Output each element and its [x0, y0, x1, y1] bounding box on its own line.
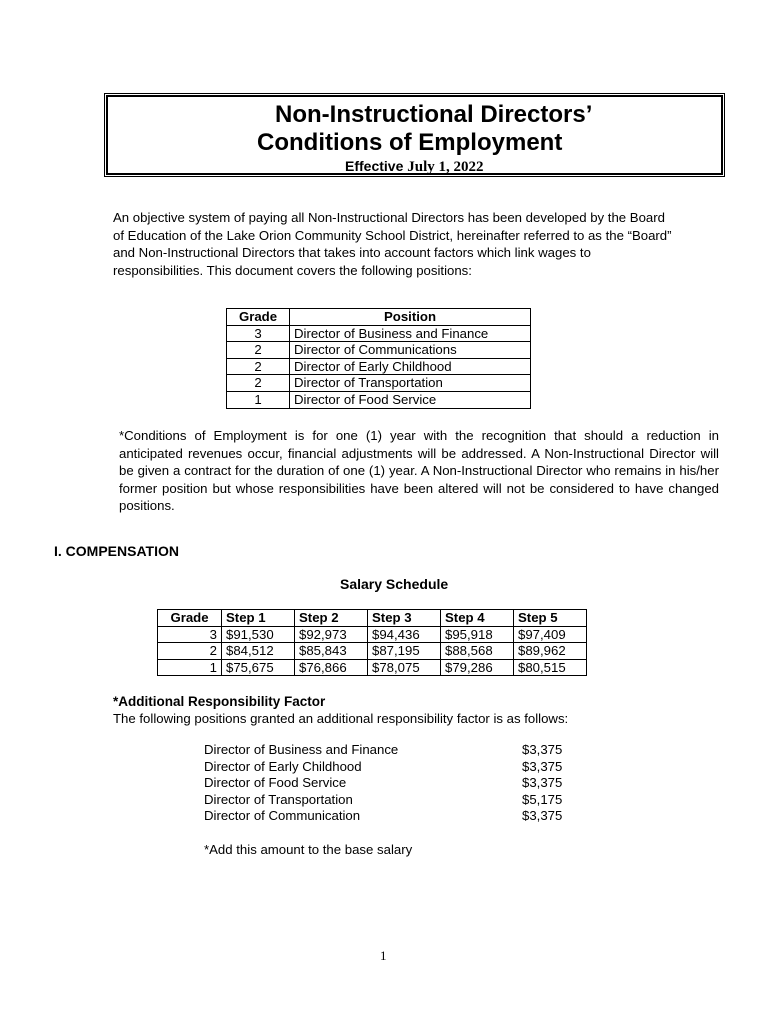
salary-cell: $75,675 — [222, 659, 295, 676]
grade-cell: 3 — [158, 626, 222, 643]
page-number: 1 — [380, 948, 387, 963]
salary-cell: $97,409 — [514, 626, 587, 643]
factor-position: Director of Food Service — [204, 775, 347, 791]
position-cell: Director of Food Service — [290, 391, 531, 408]
positions-table — [226, 308, 531, 409]
table-row — [158, 643, 587, 660]
table-row — [227, 342, 531, 359]
table-row — [227, 325, 531, 342]
column-header: Position — [290, 309, 531, 326]
column-header: Step 3 — [368, 610, 441, 627]
factor-position: Director of Early Childhood — [204, 758, 362, 774]
list-item — [204, 792, 574, 809]
table-header-row — [227, 309, 531, 326]
salary-cell: $76,866 — [295, 659, 368, 676]
table-header-row — [158, 610, 587, 627]
base-salary-note: *Add this amount to the base salary — [204, 842, 413, 857]
position-cell: Director of Early Childhood — [290, 358, 531, 375]
table-row — [227, 375, 531, 392]
table-row — [227, 358, 531, 375]
column-header: Grade — [158, 610, 222, 627]
position-cell: Director of Transportation — [290, 375, 531, 392]
additional-factor-list — [204, 742, 574, 825]
salary-cell: $79,286 — [441, 659, 514, 676]
title-box — [104, 93, 725, 177]
factor-position: Director of Business and Finance — [204, 742, 399, 757]
grade-cell: 1 — [227, 391, 290, 408]
salary-cell: $80,515 — [514, 659, 587, 676]
additional-factor-heading: *Additional Responsibility Factor — [113, 694, 326, 709]
list-item — [204, 759, 574, 776]
salary-schedule-table — [157, 609, 587, 676]
effective-date — [345, 158, 484, 176]
salary-cell: $88,568 — [441, 643, 514, 660]
factor-amount: $3,375 — [522, 775, 563, 791]
salary-cell: $91,530 — [222, 626, 295, 643]
salary-cell: $89,962 — [514, 643, 587, 660]
factor-amount: $3,375 — [522, 758, 563, 774]
grade-cell: 3 — [227, 325, 290, 342]
salary-schedule-title: Salary Schedule — [340, 576, 449, 592]
column-header: Step 1 — [222, 610, 295, 627]
document-title-line2: Conditions of Employment — [257, 129, 563, 156]
grade-cell: 2 — [158, 643, 222, 660]
conditions-note: *Conditions of Employment is for one (1) year with the recognition that should a reduction in anticipated revenues occur, financial adjustments will be addressed. A Non-Instructional Director will be given a contract for the duration of one (1) year. A Non-Instructional Director who remains in his/her former position but whose responsibilities have been altered will not be considered to have changed positions. — [119, 428, 719, 513]
grade-cell: 2 — [227, 358, 290, 375]
position-cell: Director of Communications — [290, 342, 531, 359]
factor-amount: $3,375 — [522, 742, 563, 757]
list-item — [204, 775, 574, 792]
column-header: Step 2 — [295, 610, 368, 627]
additional-factor-description: The following positions granted an additional responsibility factor is as follows: — [113, 711, 569, 726]
grade-cell: 2 — [227, 342, 290, 359]
factor-position: Director of Transportation — [204, 791, 353, 807]
table-row — [158, 626, 587, 643]
section-heading-compensation: I. COMPENSATION — [54, 543, 179, 559]
salary-cell: $85,843 — [295, 643, 368, 660]
effective-label: Effective — [345, 158, 404, 174]
intro-paragraph: An objective system of paying all Non-Instructional Directors has been developed by the Board of Education of the Lake Orion Community School District, hereinafter referred to as the “Board” and Non-Instructional Directors that takes into account factors which link wages to responsibilities. This document covers the following positions: — [113, 210, 672, 278]
position-cell: Director of Business and Finance — [290, 325, 531, 342]
table-row — [227, 391, 531, 408]
table-row — [158, 659, 587, 676]
column-header: Step 5 — [514, 610, 587, 627]
salary-cell: $95,918 — [441, 626, 514, 643]
salary-cell: $92,973 — [295, 626, 368, 643]
grade-cell: 2 — [227, 375, 290, 392]
grade-cell: 1 — [158, 659, 222, 676]
factor-amount: $5,175 — [522, 791, 563, 807]
factor-amount: $3,375 — [522, 808, 563, 824]
factor-position: Director of Communication — [204, 808, 361, 824]
column-header: Step 4 — [441, 610, 514, 627]
document-title-line1: Non-Instructional Directors’ — [275, 101, 593, 128]
list-item — [204, 808, 574, 825]
effective-date-value: July 1, 2022 — [407, 159, 484, 175]
salary-cell: $78,075 — [368, 659, 441, 676]
list-item — [204, 742, 574, 759]
salary-cell: $84,512 — [222, 643, 295, 660]
salary-cell: $94,436 — [368, 626, 441, 643]
salary-cell: $87,195 — [368, 643, 441, 660]
column-header: Grade — [227, 309, 290, 326]
